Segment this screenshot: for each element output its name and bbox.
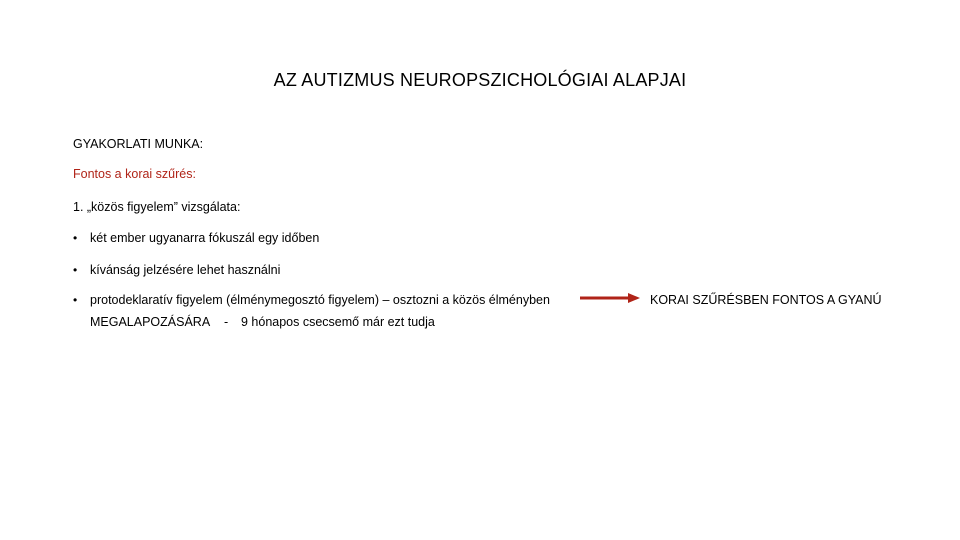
- bullet-item-2: kívánság jelzésére lehet használni: [90, 263, 281, 277]
- bullet-marker: •: [73, 293, 78, 307]
- slide-title: AZ AUTIZMUS NEUROPSZICHOLÓGIAI ALAPJAI: [273, 70, 687, 90]
- screening-suspicion-note: KORAI SZŰRÉSBEN FONTOS A GYANÚ: [650, 293, 882, 307]
- right-arrow-icon: [580, 291, 642, 305]
- section-heading: 1. „közös figyelem” vizsgálata:: [73, 200, 241, 214]
- bullet-marker: •: [73, 231, 78, 245]
- practical-work-heading: GYAKORLATI MUNKA:: [73, 137, 204, 151]
- bullet-item-3-continuation: MEGALAPOZÁSÁRA: [90, 315, 211, 329]
- bullet-marker: •: [73, 263, 78, 277]
- bullet-item-3-note: 9 hónapos csecsemő már ezt tudja: [241, 315, 435, 329]
- bullet-item-1: két ember ugyanarra fókuszál egy időben: [90, 231, 320, 245]
- bullet-item-3: protodeklaratív figyelem (élménymegosztó figyelem) – osztozni a közös élményben: [90, 293, 550, 307]
- separator-dash: -: [224, 315, 229, 329]
- early-screening-highlight: Fontos a korai szűrés:: [73, 167, 196, 181]
